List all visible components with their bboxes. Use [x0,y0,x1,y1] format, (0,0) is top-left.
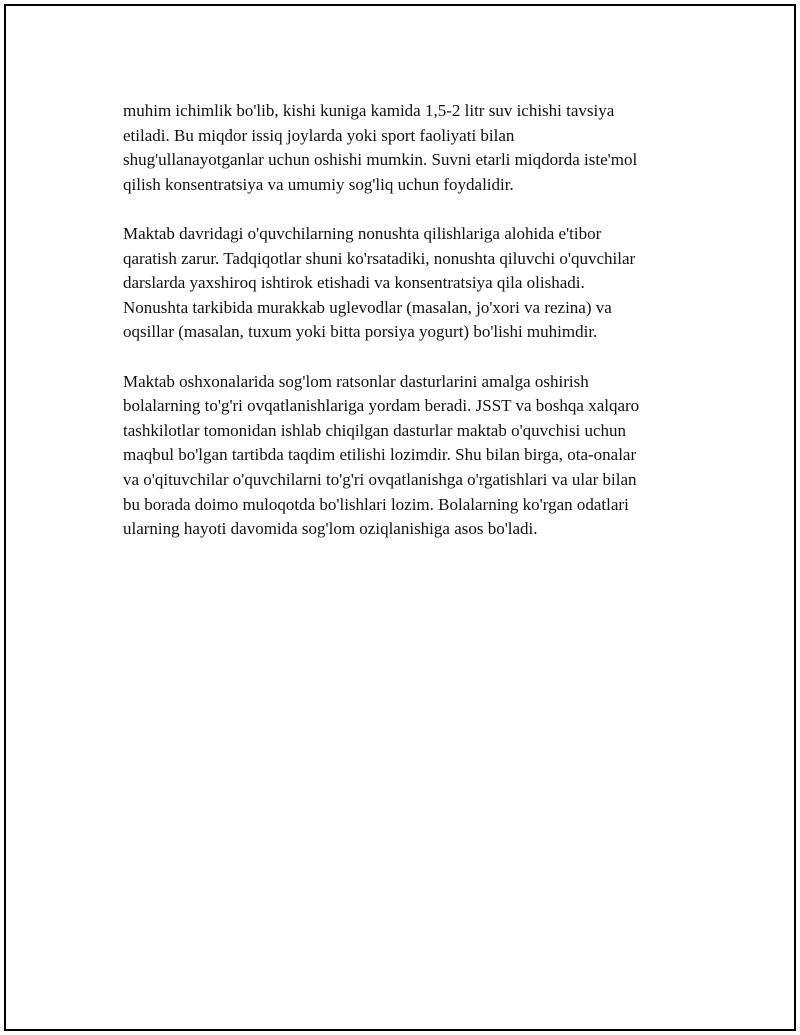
paragraph-line: Maktab davridagi o'quvchilarning nonushta qilishlariga alohida e'tibor [123,223,602,243]
document-body [123,99,683,566]
paragraph-line: va o'qituvchilar o'quvchilarni to'g'ri ovqatlanishga o'rgatishlari va ular bilan [123,469,637,489]
paragraph-line: ularning hayoti davomida sog'lom oziqlanishiga asos bo'ladi. [123,519,538,539]
paragraph-3 [123,370,683,542]
paragraph-2 [123,222,683,345]
paragraph-line: shug'ullanayotganlar uchun oshishi mumkin. Suvni etarli miqdorda iste'mol [123,150,638,170]
paragraph-line: qaratish zarur. Tadqiqotlar shuni ko'rsatadiki, nonushta qiluvchi o'quvchilar [123,248,636,268]
paragraph-line: tashkilotlar tomonidan ishlab chiqilgan dasturlar maktab o'quvchisi uchun [123,420,627,440]
paragraph-line: etiladi. Bu miqdor issiq joylarda yoki sport faoliyati bilan [123,125,515,145]
paragraph-line: oqsillar (masalan, tuxum yoki bitta porsiya yogurt) bo'lishi muhimdir. [123,322,598,342]
paragraph-line: darslarda yaxshiroq ishtirok etishadi va konsentratsiya qila olishadi. [123,273,585,293]
page-frame [4,4,796,1031]
paragraph-line: Nonushta tarkibida murakkab uglevodlar (masalan, jo'xori va rezina) va [123,297,612,317]
paragraph-line: bolalarning to'g'ri ovqatlanishlariga yordam beradi. JSST va boshqa xalqaro [123,396,640,416]
paragraph-line: qilish konsentratsiya va umumiy sog'liq uchun foydalidir. [123,174,514,194]
paragraph-line: bu borada doimo muloqotda bo'lishlari lozim. Bolalarning ko'rgan odatlari [123,494,629,514]
paragraph-1 [123,99,683,197]
paragraph-line: maqbul bo'lgan tartibda taqdim etilishi lozimdir. Shu bilan birga, ota-onalar [123,445,637,465]
paragraph-line: muhim ichimlik bo'lib, kishi kuniga kamida 1,5-2 litr suv ichishi tavsiya [123,101,615,120]
paragraph-line: Maktab oshxonalarida sog'lom ratsonlar dasturlarini amalga oshirish [123,371,589,391]
